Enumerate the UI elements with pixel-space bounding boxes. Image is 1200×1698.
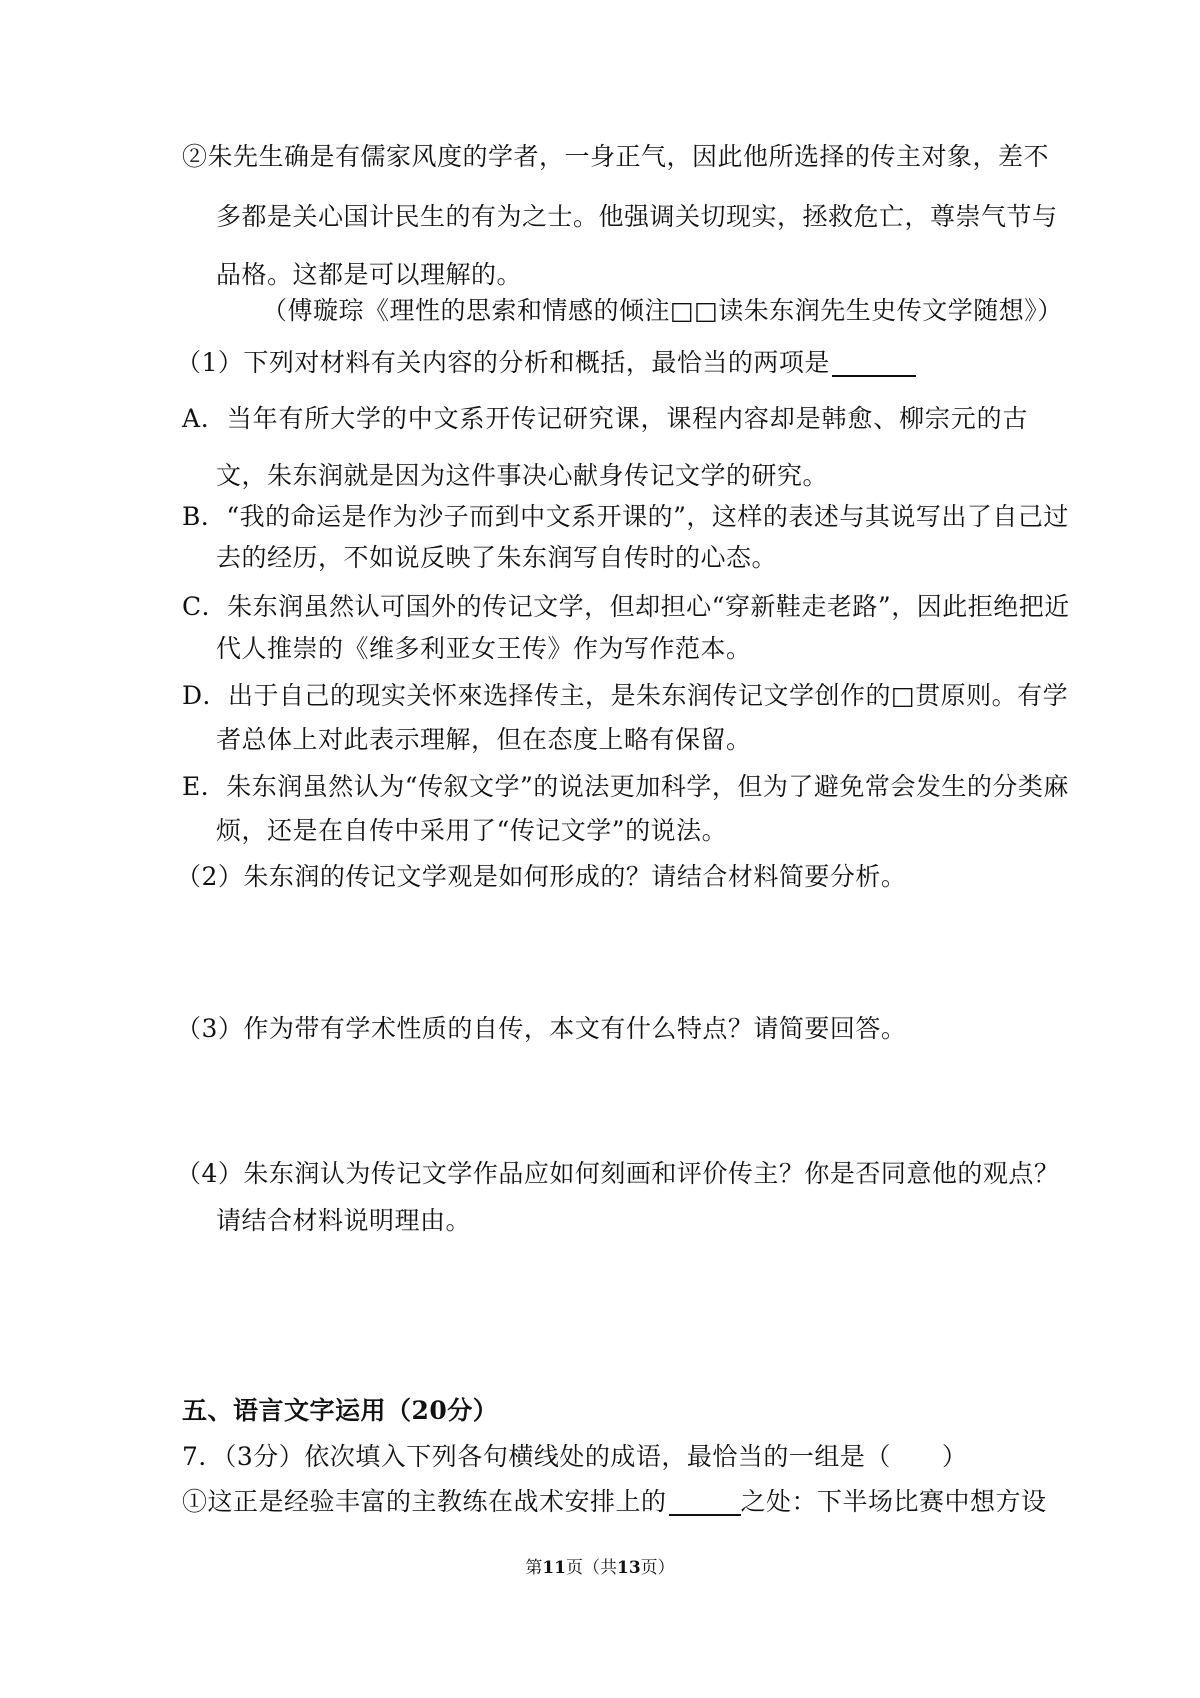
footer-middle: 页（共: [566, 1558, 617, 1578]
question1-stem-text: （1）下列对材料有关内容的分析和概括，最恰当的两项是: [176, 348, 830, 377]
footer-page-number: 11: [542, 1558, 566, 1578]
idiom-blank[interactable]: [669, 1488, 741, 1516]
option-b-line1: B．“我的命运是作为沙子而到中文系开课的”，这样的表述与其说写出了自己过: [182, 502, 1069, 531]
question7-stem: 7．（3分）依次填入下列各句横线处的成语，最恰当的一组是（ ）: [182, 1442, 968, 1471]
material-para2-line3: 品格。这都是可以理解的。: [216, 260, 523, 289]
footer-total-pages: 13: [617, 1558, 641, 1578]
option-d-line1: D．出于自己的现实关怀來选择传主，是朱东润传记文学创作的□贯原则。有学: [182, 681, 1069, 710]
option-e-line1: E．朱东润虽然认为“传叙文学”的说法更加科学，但为了避免常会发生的分类麻: [182, 772, 1069, 801]
question3-stem: （3）作为带有学术性质的自传，本文有什么特点？请简要回答。: [176, 1014, 907, 1043]
material-para2-line1: ②朱先生确是有儒家风度的学者，一身正气，因此他所选择的传主对象，差不: [182, 142, 1050, 171]
footer-suffix: 页）: [640, 1558, 675, 1578]
question1-stem: [176, 346, 916, 380]
option-a-line2: 文，朱东润就是因为这件事决心献身传记文学的研究。: [216, 461, 829, 490]
page-footer: [0, 1556, 1200, 1580]
footer-prefix: 第: [525, 1558, 543, 1578]
question4-line2: 请结合材料说明理由。: [216, 1206, 472, 1235]
question4-line1: （4）朱东润认为传记文学作品应如何刻画和评价传主？你是否同意他的观点？: [176, 1159, 1060, 1188]
material-para2-line2: 多都是关心国计民生的有为之士。他强调关切现实，拯救危亡，尊崇气节与: [216, 202, 1058, 231]
option-c-line1: C．朱东润虽然认可国外的传记文学，但却担心“穿新鞋走老路”，因此拒绝把近: [182, 592, 1070, 621]
question7-item1: [182, 1485, 1047, 1519]
option-d-line2: 者总体上对此表示理解，但在态度上略有保留。: [216, 725, 752, 754]
answer-blank[interactable]: [832, 349, 916, 377]
citation: （傅璇琮《理性的思索和情感的倾注□□读朱东润先生史传文学随想》）: [262, 296, 1063, 325]
section5-heading: 五、语言文字运用（20分）: [182, 1396, 499, 1425]
question7-item1-after: 之处：下半场比赛中想方设: [740, 1487, 1047, 1516]
option-a-line1: A．当年有所大学的中文系开传记研究课，课程内容却是韩愈、柳宗元的古: [182, 404, 1028, 433]
option-c-line2: 代人推崇的《维多利亚女王传》作为写作范本。: [216, 634, 752, 663]
question7-item1-before: ①这正是经验丰富的主教练在战术安排上的: [182, 1487, 667, 1516]
option-b-line2: 去的经历，不如说反映了朱东润写自传时的心态。: [216, 543, 778, 572]
question2-stem: （2）朱东润的传记文学观是如何形成的？请结合材料简要分析。: [176, 862, 907, 891]
option-e-line2: 烦，还是在自传中采用了“传记文学”的说法。: [216, 816, 728, 845]
